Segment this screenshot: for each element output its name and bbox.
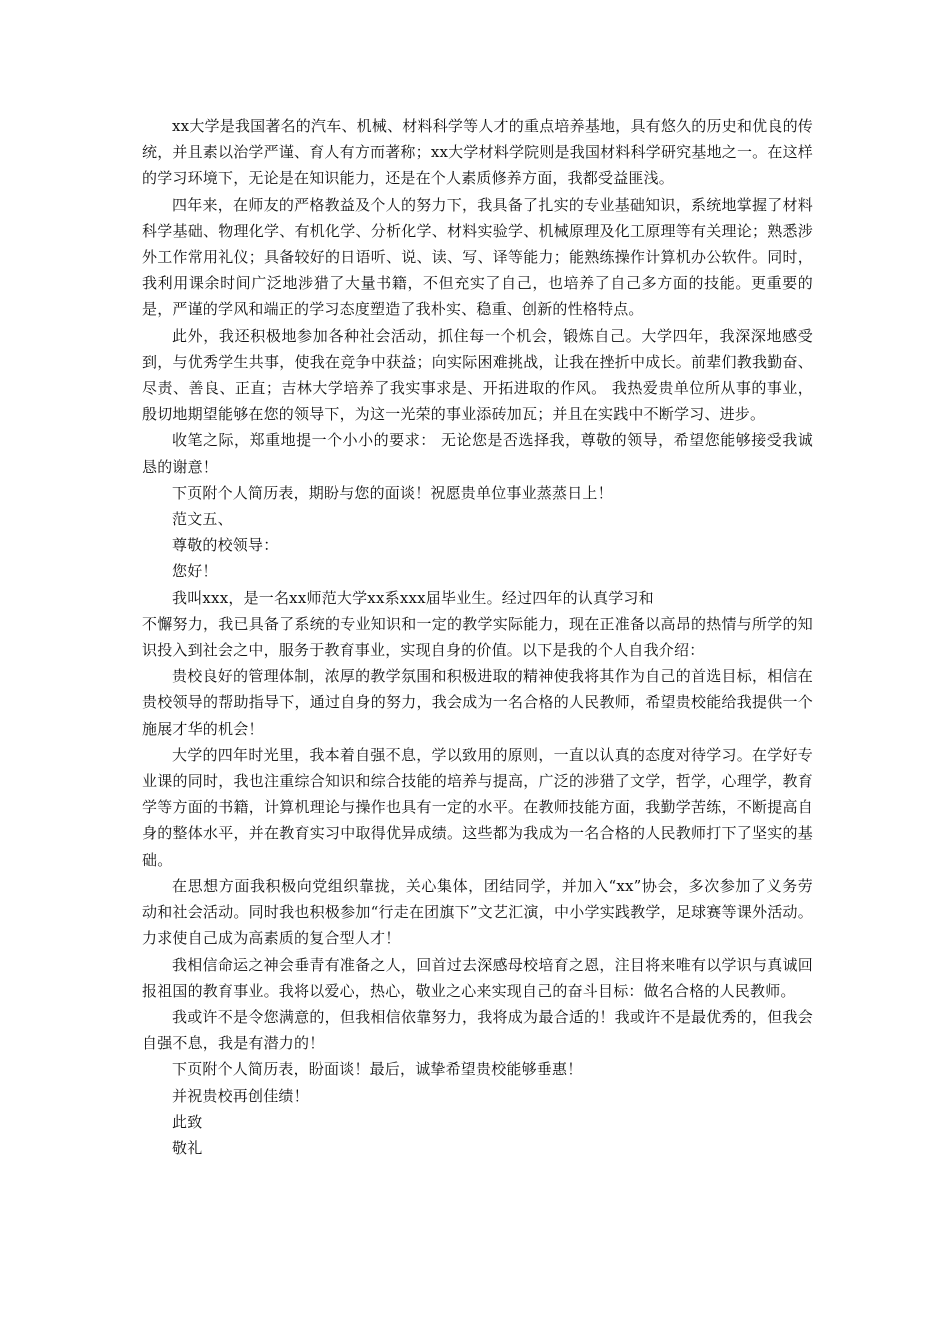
section-heading-sample-five: 范文五、 — [172, 510, 233, 529]
document-body — [142, 113, 813, 1161]
paragraph-self-intro-line: 我叫xxx，是一名xx师范大学xx系xxx届毕业生。经过四年的认真学习和 — [172, 588, 654, 607]
paragraph-school-choice: 贵校良好的管理体制，浓厚的教学氛围和积极进取的精神使我将其作为自己的首选目标，相信在贵校领导的帮助指导下，通过自身的努力，我会成为一名合格的人民教师，希望贵校能给我提供一个施展才华的机会！ — [142, 667, 813, 738]
paragraph-study-years: 大学的四年时光里，我本着自强不息，学以致用的原则，一直以认真的态度对待学习。在学好专业课的同时，我也注重综合知识和综合技能的培养与提高，广泛的涉猎了文学，哲学，心理学，教育学等方面的书籍，计算机理论与操作也具有一定的水平。在教师技能方面，我勤学苦练，不断提高自身的整体水平，并在教育实习中取得优异成绩。这些都为我成为一名合格的人民教师打下了坚实的基础。 — [142, 745, 813, 869]
closing-jingli: 敬礼 — [172, 1138, 203, 1157]
greeting: 您好！ — [172, 562, 218, 581]
paragraph-social-activities: 此外，我还积极地参加各种社会活动，抓住每一个机会，锻炼自己。大学四年，我深深地感受到，与优秀学生共事，使我在竞争中获益；向实际困难挑战，让我在挫折中成长。前辈们教我勤奋、尽责、善良、正直；吉林大学培养了我实事求是、开拓进取的作风。 我热爱贵单位所从事的事业，殷切地期望能够在您的领导下，为这一光荣的事业添砖加瓦；并且在实践中不断学习、进步。 — [142, 326, 813, 424]
paragraph-belief: 我相信命运之神会垂青有准备之人，回首过去深感母校培育之恩，注目将来唯有以学识与真诚回报祖国的教育事业。我将以爱心，热心，敬业之心来实现自己的奋斗目标：做名合格的人民教师。 — [142, 955, 813, 1000]
closing-cizhi: 此致 — [172, 1112, 203, 1131]
paragraph-resume-interview: 下页附个人简历表，盼面谈！最后，诚挚希望贵校能够垂惠！ — [172, 1060, 583, 1079]
paragraph-closing-request: 收笔之际，郑重地提一个小小的要求： 无论您是否选择我，尊敬的领导，希望您能够接受我诚恳的谢意！ — [142, 431, 813, 476]
salutation: 尊敬的校领导： — [172, 536, 279, 555]
paragraph-best-wishes: 并祝贵校再创佳绩！ — [172, 1086, 309, 1105]
paragraph-resume-attached: 下页附个人简历表，期盼与您的面谈！祝愿贵单位事业蒸蒸日上！ — [172, 483, 613, 502]
paragraph-ideology: 在思想方面我积极向党组织靠拢，关心集体，团结同学，并加入“xx”协会，多次参加了义务劳动和社会活动。同时我也积极参加“行走在团旗下”文艺汇演，中小学实践教学，足球赛等课外活动。力求使自己成为高素质的复合型人才！ — [142, 876, 813, 948]
paragraph-potential: 我或许不是令您满意的，但我相信依靠努力，我将成为最合适的！我或许不是最优秀的，但我会自强不息，我是有潜力的！ — [142, 1007, 813, 1053]
paragraph-four-years: 四年来，在师友的严格教益及个人的努力下，我具备了扎实的专业基础知识，系统地掌握了材料科学基础、物理化学、有机化学、分析化学、材料实验学、机械原理及化工原理等有关理论；熟悉涉外工作常用礼仪；具备较好的日语听、说、读、写、译等能力；能熟练操作计算机办公软件。同时，我利用课余时间广泛地涉猎了大量书籍，不但充实了自己，也培养了自己多方面的技能。更重要的是，严谨的学风和端正的学习态度塑造了我朴实、稳重、创新的性格特点。 — [142, 195, 813, 319]
paragraph-self-intro-continued: 不懈努力，我已具备了系统的专业知识和一定的教学实际能力，现在正准备以高昂的热情与所学的知识投入到社会之中，服务于教育事业，实现自身的价值。以下是我的个人自我介绍： — [142, 614, 813, 660]
paragraph-university-intro: xx大学是我国著名的汽车、机械、材料科学等人才的重点培养基地，具有悠久的历史和优良的传统，并且素以治学严谨、育人有方而著称；xx大学材料学院则是我国材料科学研究基地之一。在这样的学习环境下，无论是在知识能力，还是在个人素质修养方面，我都受益匪浅。 — [142, 117, 813, 188]
